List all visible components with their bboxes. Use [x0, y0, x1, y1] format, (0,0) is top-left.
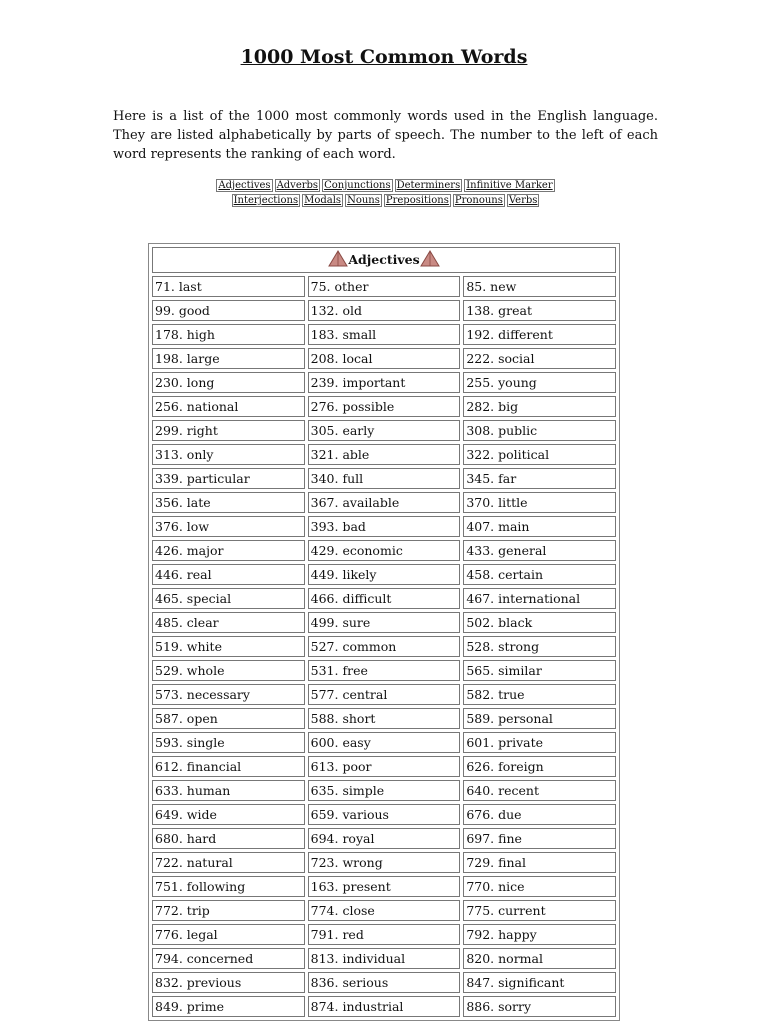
nav-link-interjections[interactable]: Interjections: [233, 195, 299, 206]
word-cell: 367. available: [308, 492, 461, 513]
word-cell: 600. easy: [308, 732, 461, 753]
word-cell: 792. happy: [463, 924, 616, 945]
word-cell: 321. able: [308, 444, 461, 465]
table-row: [152, 276, 616, 297]
table-row: [152, 780, 616, 801]
section-nav-row-1: [113, 179, 658, 192]
nav-link-conjunctions[interactable]: Conjunctions: [324, 180, 391, 191]
word-cell: 370. little: [463, 492, 616, 513]
table-row: [152, 540, 616, 561]
section-nav-row-2: [113, 194, 658, 207]
table-row: [152, 396, 616, 417]
pyramid-icon: [420, 250, 440, 267]
word-cell: 635. simple: [308, 780, 461, 801]
word-cell: 774. close: [308, 900, 461, 921]
word-cell: 729. final: [463, 852, 616, 873]
table-row: [152, 876, 616, 897]
word-cell: 589. personal: [463, 708, 616, 729]
table-row: [152, 588, 616, 609]
word-cell: 613. poor: [308, 756, 461, 777]
word-cell: 313. only: [152, 444, 305, 465]
word-cell: 458. certain: [463, 564, 616, 585]
word-cell: 633. human: [152, 780, 305, 801]
word-cell: 529. whole: [152, 660, 305, 681]
word-cell: 849. prime: [152, 996, 305, 1017]
table-row: [152, 900, 616, 921]
word-cell: 775. current: [463, 900, 616, 921]
word-cell: 588. short: [308, 708, 461, 729]
table-row: [152, 348, 616, 369]
word-cell: 178. high: [152, 324, 305, 345]
word-cell: 356. late: [152, 492, 305, 513]
word-cell: 376. low: [152, 516, 305, 537]
word-cell: 723. wrong: [308, 852, 461, 873]
word-cell: 836. serious: [308, 972, 461, 993]
word-cell: 426. major: [152, 540, 305, 561]
word-cell: 649. wide: [152, 804, 305, 825]
nav-link-modals[interactable]: Modals: [304, 195, 342, 206]
word-cell: 308. public: [463, 420, 616, 441]
nav-link-nouns[interactable]: Nouns: [347, 195, 380, 206]
table-row: [152, 948, 616, 969]
word-cell: 466. difficult: [308, 588, 461, 609]
word-cell: 465. special: [152, 588, 305, 609]
word-cell: 582. true: [463, 684, 616, 705]
nav-link-verbs[interactable]: Verbs: [508, 195, 538, 206]
word-cell: 256. national: [152, 396, 305, 417]
word-cell: 694. royal: [308, 828, 461, 849]
word-cell: 499. sure: [308, 612, 461, 633]
table-row: [152, 468, 616, 489]
word-cell: 772. trip: [152, 900, 305, 921]
word-cell: 874. industrial: [308, 996, 461, 1017]
table-header-row: [152, 247, 616, 273]
word-cell: 99. good: [152, 300, 305, 321]
word-cell: 593. single: [152, 732, 305, 753]
word-cell: 577. central: [308, 684, 461, 705]
word-cell: 222. social: [463, 348, 616, 369]
word-cell: 531. free: [308, 660, 461, 681]
word-cell: 587. open: [152, 708, 305, 729]
word-cell: 626. foreign: [463, 756, 616, 777]
nav-link-infinitive-marker[interactable]: Infinitive Marker: [466, 180, 553, 191]
table-row: [152, 420, 616, 441]
word-cell: 502. black: [463, 612, 616, 633]
word-cell: 138. great: [463, 300, 616, 321]
section-header: [152, 247, 616, 273]
word-cell: 832. previous: [152, 972, 305, 993]
word-cell: 163. present: [308, 876, 461, 897]
word-cell: 680. hard: [152, 828, 305, 849]
table-row: [152, 444, 616, 465]
word-cell: 770. nice: [463, 876, 616, 897]
word-cell: 192. different: [463, 324, 616, 345]
table-row: [152, 684, 616, 705]
word-cell: 791. red: [308, 924, 461, 945]
word-cell: 340. full: [308, 468, 461, 489]
table-row: [152, 972, 616, 993]
word-cell: 485. clear: [152, 612, 305, 633]
word-cell: 75. other: [308, 276, 461, 297]
pyramid-icon: [328, 250, 348, 267]
word-cell: 527. common: [308, 636, 461, 657]
nav-link-prepositions[interactable]: Prepositions: [385, 195, 449, 206]
word-cell: 776. legal: [152, 924, 305, 945]
word-cell: 449. likely: [308, 564, 461, 585]
word-cell: 813. individual: [308, 948, 461, 969]
word-cell: 239. important: [308, 372, 461, 393]
word-cell: 429. economic: [308, 540, 461, 561]
table-row: [152, 756, 616, 777]
page-title: 1000 Most Common Words: [240, 46, 528, 68]
word-cell: 722. natural: [152, 852, 305, 873]
nav-link-determiners[interactable]: Determiners: [396, 180, 461, 191]
word-cell: 886. sorry: [463, 996, 616, 1017]
word-cell: 339. particular: [152, 468, 305, 489]
table-row: [152, 324, 616, 345]
table-row: [152, 852, 616, 873]
word-cell: 276. possible: [308, 396, 461, 417]
table-row: [152, 708, 616, 729]
word-cell: 230. long: [152, 372, 305, 393]
word-cell: 751. following: [152, 876, 305, 897]
table-row: [152, 516, 616, 537]
word-cell: 519. white: [152, 636, 305, 657]
word-cell: 198. large: [152, 348, 305, 369]
table-row: [152, 300, 616, 321]
word-cell: 528. strong: [463, 636, 616, 657]
word-cell: 282. big: [463, 396, 616, 417]
word-cell: 640. recent: [463, 780, 616, 801]
word-cell: 393. bad: [308, 516, 461, 537]
word-cell: 697. fine: [463, 828, 616, 849]
word-cell: 85. new: [463, 276, 616, 297]
word-cell: 820. normal: [463, 948, 616, 969]
table-row: [152, 660, 616, 681]
table-row: [152, 372, 616, 393]
word-cell: 467. international: [463, 588, 616, 609]
word-cell: 847. significant: [463, 972, 616, 993]
word-cell: 407. main: [463, 516, 616, 537]
nav-link-adjectives[interactable]: Adjectives: [218, 180, 271, 191]
word-cell: 183. small: [308, 324, 461, 345]
word-cell: 305. early: [308, 420, 461, 441]
word-cell: 132. old: [308, 300, 461, 321]
nav-link-pronouns[interactable]: Pronouns: [454, 195, 503, 206]
table-row: [152, 492, 616, 513]
word-cell: 446. real: [152, 564, 305, 585]
adjectives-table: [148, 243, 620, 1021]
table-row: [152, 924, 616, 945]
word-cell: 255. young: [463, 372, 616, 393]
word-cell: 794. concerned: [152, 948, 305, 969]
word-cell: 565. similar: [463, 660, 616, 681]
table-row: [152, 732, 616, 753]
word-cell: 612. financial: [152, 756, 305, 777]
table-row: [152, 804, 616, 825]
word-cell: 573. necessary: [152, 684, 305, 705]
nav-link-adverbs[interactable]: Adverbs: [276, 180, 319, 191]
table-row: [152, 828, 616, 849]
table-row: [152, 612, 616, 633]
word-cell: 601. private: [463, 732, 616, 753]
word-cell: 299. right: [152, 420, 305, 441]
word-cell: 433. general: [463, 540, 616, 561]
table-row: [152, 996, 616, 1017]
section-header-label: Adjectives: [348, 252, 420, 267]
word-cell: 659. various: [308, 804, 461, 825]
word-cell: 322. political: [463, 444, 616, 465]
intro-paragraph: Here is a list of the 1000 most commonly words used in the English language. They are listed alphabetically by parts of speech. The number to the left of each word represents the ranking of each word.: [113, 109, 658, 162]
word-cell: 345. far: [463, 468, 616, 489]
word-cell: 208. local: [308, 348, 461, 369]
table-row: [152, 564, 616, 585]
word-cell: 71. last: [152, 276, 305, 297]
table-row: [152, 636, 616, 657]
word-cell: 676. due: [463, 804, 616, 825]
